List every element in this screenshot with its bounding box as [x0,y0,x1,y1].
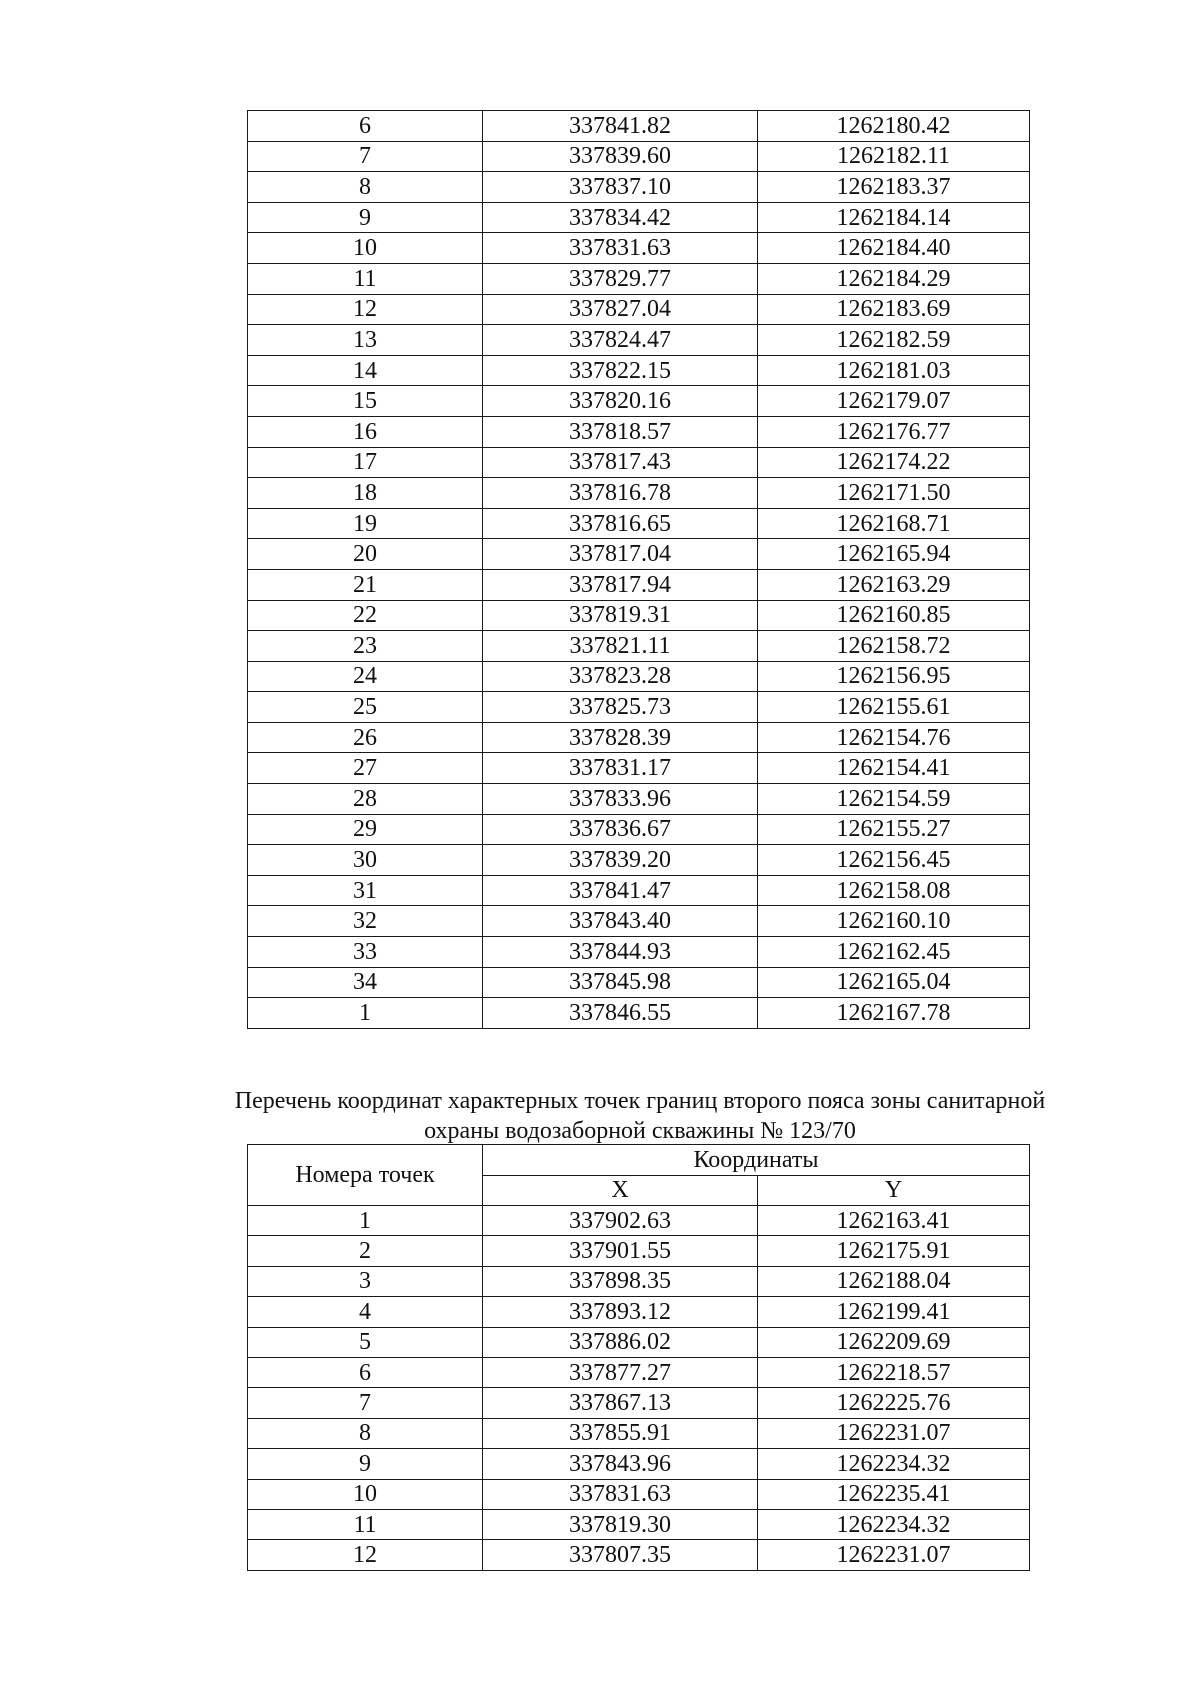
point-number-cell: 24 [248,661,483,692]
x-coordinate-cell: 337839.20 [483,845,758,876]
x-coordinate-cell: 337823.28 [483,661,758,692]
point-number-cell: 29 [248,814,483,845]
table-row [248,1266,1030,1296]
table-row [248,294,1030,325]
table-row [248,355,1030,386]
table-row [248,1388,1030,1418]
y-coordinate-cell: 1262171.50 [758,478,1030,509]
x-coordinate-cell: 337822.15 [483,355,758,386]
point-number-cell: 9 [248,1449,483,1479]
y-coordinate-cell: 1262182.11 [758,141,1030,172]
point-number-cell: 8 [248,172,483,203]
x-coordinate-cell: 337893.12 [483,1297,758,1327]
table-row [248,906,1030,937]
x-coordinate-cell: 337831.63 [483,1479,758,1509]
y-coordinate-cell: 1262163.29 [758,569,1030,600]
point-number-cell: 6 [248,1357,483,1387]
point-number-cell: 7 [248,141,483,172]
y-coordinate-cell: 1262156.45 [758,845,1030,876]
x-coordinate-cell: 337816.65 [483,508,758,539]
table-row [248,631,1030,662]
y-coordinate-cell: 1262184.29 [758,263,1030,294]
y-coordinate-cell: 1262158.72 [758,631,1030,662]
point-number-cell: 17 [248,447,483,478]
y-coordinate-cell: 1262180.42 [758,111,1030,142]
table-row [248,416,1030,447]
coordinates-table-body [248,111,1030,1029]
x-coordinate-cell: 337845.98 [483,967,758,998]
y-coordinate-cell: 1262160.85 [758,600,1030,631]
table-header [248,1145,1030,1206]
x-coordinate-cell: 337824.47 [483,325,758,356]
y-coordinate-cell: 1262156.95 [758,661,1030,692]
y-coordinate-cell: 1262158.08 [758,875,1030,906]
y-coordinate-cell: 1262231.07 [758,1418,1030,1448]
x-coordinate-cell: 337843.96 [483,1449,758,1479]
y-coordinate-cell: 1262175.91 [758,1236,1030,1266]
table-row [248,784,1030,815]
point-number-cell: 18 [248,478,483,509]
table-row [248,141,1030,172]
point-number-cell: 16 [248,416,483,447]
y-coordinate-cell: 1262162.45 [758,937,1030,968]
x-coordinate-cell: 337807.35 [483,1540,758,1570]
y-coordinate-cell: 1262218.57 [758,1357,1030,1387]
point-number-cell: 6 [248,111,483,142]
table-row [248,845,1030,876]
y-coordinate-cell: 1262174.22 [758,447,1030,478]
header-y: Y [758,1175,1030,1206]
table-row [248,1540,1030,1570]
table-row [248,692,1030,723]
table-row [248,508,1030,539]
x-coordinate-cell: 337831.63 [483,233,758,264]
point-number-cell: 1 [248,1206,483,1236]
table-row [248,967,1030,998]
zone-two-coordinates-table [247,1144,1030,1571]
x-coordinate-cell: 337819.31 [483,600,758,631]
point-number-cell: 20 [248,539,483,570]
y-coordinate-cell: 1262209.69 [758,1327,1030,1357]
x-coordinate-cell: 337841.82 [483,111,758,142]
x-coordinate-cell: 337898.35 [483,1266,758,1296]
x-coordinate-cell: 337844.93 [483,937,758,968]
point-number-cell: 12 [248,294,483,325]
table-row [248,1449,1030,1479]
caption-line-2: охраны водозаборной скважины № 123/70 [424,1118,856,1144]
table-caption [160,1086,1120,1146]
x-coordinate-cell: 337901.55 [483,1236,758,1266]
table-row [248,172,1030,203]
x-coordinate-cell: 337817.43 [483,447,758,478]
y-coordinate-cell: 1262165.04 [758,967,1030,998]
table-row [248,202,1030,233]
point-number-cell: 26 [248,722,483,753]
table-row [248,1479,1030,1509]
point-number-cell: 1 [248,998,483,1029]
point-number-cell: 21 [248,569,483,600]
y-coordinate-cell: 1262181.03 [758,355,1030,386]
caption-line-1: Перечень координат характерных точек границ второго пояса зоны санитарной [234,1088,1046,1114]
point-number-cell: 25 [248,692,483,723]
table-row [248,1236,1030,1266]
x-coordinate-cell: 337841.47 [483,875,758,906]
table-row [248,1509,1030,1539]
header-point-numbers: Номера точек [248,1145,483,1206]
point-number-cell: 34 [248,967,483,998]
y-coordinate-cell: 1262183.69 [758,294,1030,325]
table-row [248,1206,1030,1236]
x-coordinate-cell: 337902.63 [483,1206,758,1236]
header-row [248,1145,1030,1176]
y-coordinate-cell: 1262182.59 [758,325,1030,356]
point-number-cell: 10 [248,233,483,264]
y-coordinate-cell: 1262154.59 [758,784,1030,815]
x-coordinate-cell: 337816.78 [483,478,758,509]
y-coordinate-cell: 1262160.10 [758,906,1030,937]
y-coordinate-cell: 1262154.76 [758,722,1030,753]
point-number-cell: 32 [248,906,483,937]
y-coordinate-cell: 1262188.04 [758,1266,1030,1296]
header-x: X [483,1175,758,1206]
point-number-cell: 31 [248,875,483,906]
y-coordinate-cell: 1262234.32 [758,1509,1030,1539]
x-coordinate-cell: 337836.67 [483,814,758,845]
x-coordinate-cell: 337839.60 [483,141,758,172]
x-coordinate-cell: 337831.17 [483,753,758,784]
header-coordinates: Координаты [483,1145,1030,1176]
y-coordinate-cell: 1262155.27 [758,814,1030,845]
table-row [248,1297,1030,1327]
table-row [248,447,1030,478]
table-row [248,233,1030,264]
y-coordinate-cell: 1262168.71 [758,508,1030,539]
y-coordinate-cell: 1262225.76 [758,1388,1030,1418]
x-coordinate-cell: 337886.02 [483,1327,758,1357]
y-coordinate-cell: 1262167.78 [758,998,1030,1029]
table-row [248,753,1030,784]
x-coordinate-cell: 337819.30 [483,1509,758,1539]
x-coordinate-cell: 337827.04 [483,294,758,325]
x-coordinate-cell: 337837.10 [483,172,758,203]
y-coordinate-cell: 1262184.14 [758,202,1030,233]
table-row [248,937,1030,968]
point-number-cell: 19 [248,508,483,539]
table-row [248,1357,1030,1387]
point-number-cell: 13 [248,325,483,356]
table-row [248,478,1030,509]
table-row [248,600,1030,631]
x-coordinate-cell: 337833.96 [483,784,758,815]
table-row [248,814,1030,845]
table-row [248,1418,1030,1448]
point-number-cell: 3 [248,1266,483,1296]
y-coordinate-cell: 1262165.94 [758,539,1030,570]
x-coordinate-cell: 337818.57 [483,416,758,447]
x-coordinate-cell: 337855.91 [483,1418,758,1448]
table-row [248,386,1030,417]
y-coordinate-cell: 1262184.40 [758,233,1030,264]
point-number-cell: 9 [248,202,483,233]
coordinates-table-body [248,1206,1030,1571]
point-number-cell: 12 [248,1540,483,1570]
point-number-cell: 33 [248,937,483,968]
table-row [248,722,1030,753]
table-row [248,661,1030,692]
point-number-cell: 28 [248,784,483,815]
point-number-cell: 22 [248,600,483,631]
x-coordinate-cell: 337821.11 [483,631,758,662]
table-row [248,1327,1030,1357]
point-number-cell: 14 [248,355,483,386]
table-row [248,325,1030,356]
y-coordinate-cell: 1262179.07 [758,386,1030,417]
x-coordinate-cell: 337843.40 [483,906,758,937]
table-row [248,111,1030,142]
x-coordinate-cell: 337828.39 [483,722,758,753]
x-coordinate-cell: 337817.04 [483,539,758,570]
x-coordinate-cell: 337825.73 [483,692,758,723]
point-number-cell: 8 [248,1418,483,1448]
point-number-cell: 5 [248,1327,483,1357]
table-row [248,263,1030,294]
y-coordinate-cell: 1262199.41 [758,1297,1030,1327]
x-coordinate-cell: 337817.94 [483,569,758,600]
table-row [248,875,1030,906]
y-coordinate-cell: 1262155.61 [758,692,1030,723]
y-coordinate-cell: 1262231.07 [758,1540,1030,1570]
point-number-cell: 23 [248,631,483,662]
point-number-cell: 4 [248,1297,483,1327]
point-number-cell: 11 [248,263,483,294]
x-coordinate-cell: 337829.77 [483,263,758,294]
y-coordinate-cell: 1262234.32 [758,1449,1030,1479]
table-row [248,539,1030,570]
y-coordinate-cell: 1262183.37 [758,172,1030,203]
x-coordinate-cell: 337834.42 [483,202,758,233]
point-number-cell: 10 [248,1479,483,1509]
point-number-cell: 2 [248,1236,483,1266]
table-row [248,569,1030,600]
y-coordinate-cell: 1262176.77 [758,416,1030,447]
point-number-cell: 27 [248,753,483,784]
point-number-cell: 7 [248,1388,483,1418]
table-row [248,998,1030,1029]
coordinates-table-continued [247,110,1030,1029]
point-number-cell: 30 [248,845,483,876]
x-coordinate-cell: 337846.55 [483,998,758,1029]
y-coordinate-cell: 1262235.41 [758,1479,1030,1509]
point-number-cell: 11 [248,1509,483,1539]
x-coordinate-cell: 337867.13 [483,1388,758,1418]
y-coordinate-cell: 1262163.41 [758,1206,1030,1236]
point-number-cell: 15 [248,386,483,417]
x-coordinate-cell: 337820.16 [483,386,758,417]
x-coordinate-cell: 337877.27 [483,1357,758,1387]
y-coordinate-cell: 1262154.41 [758,753,1030,784]
